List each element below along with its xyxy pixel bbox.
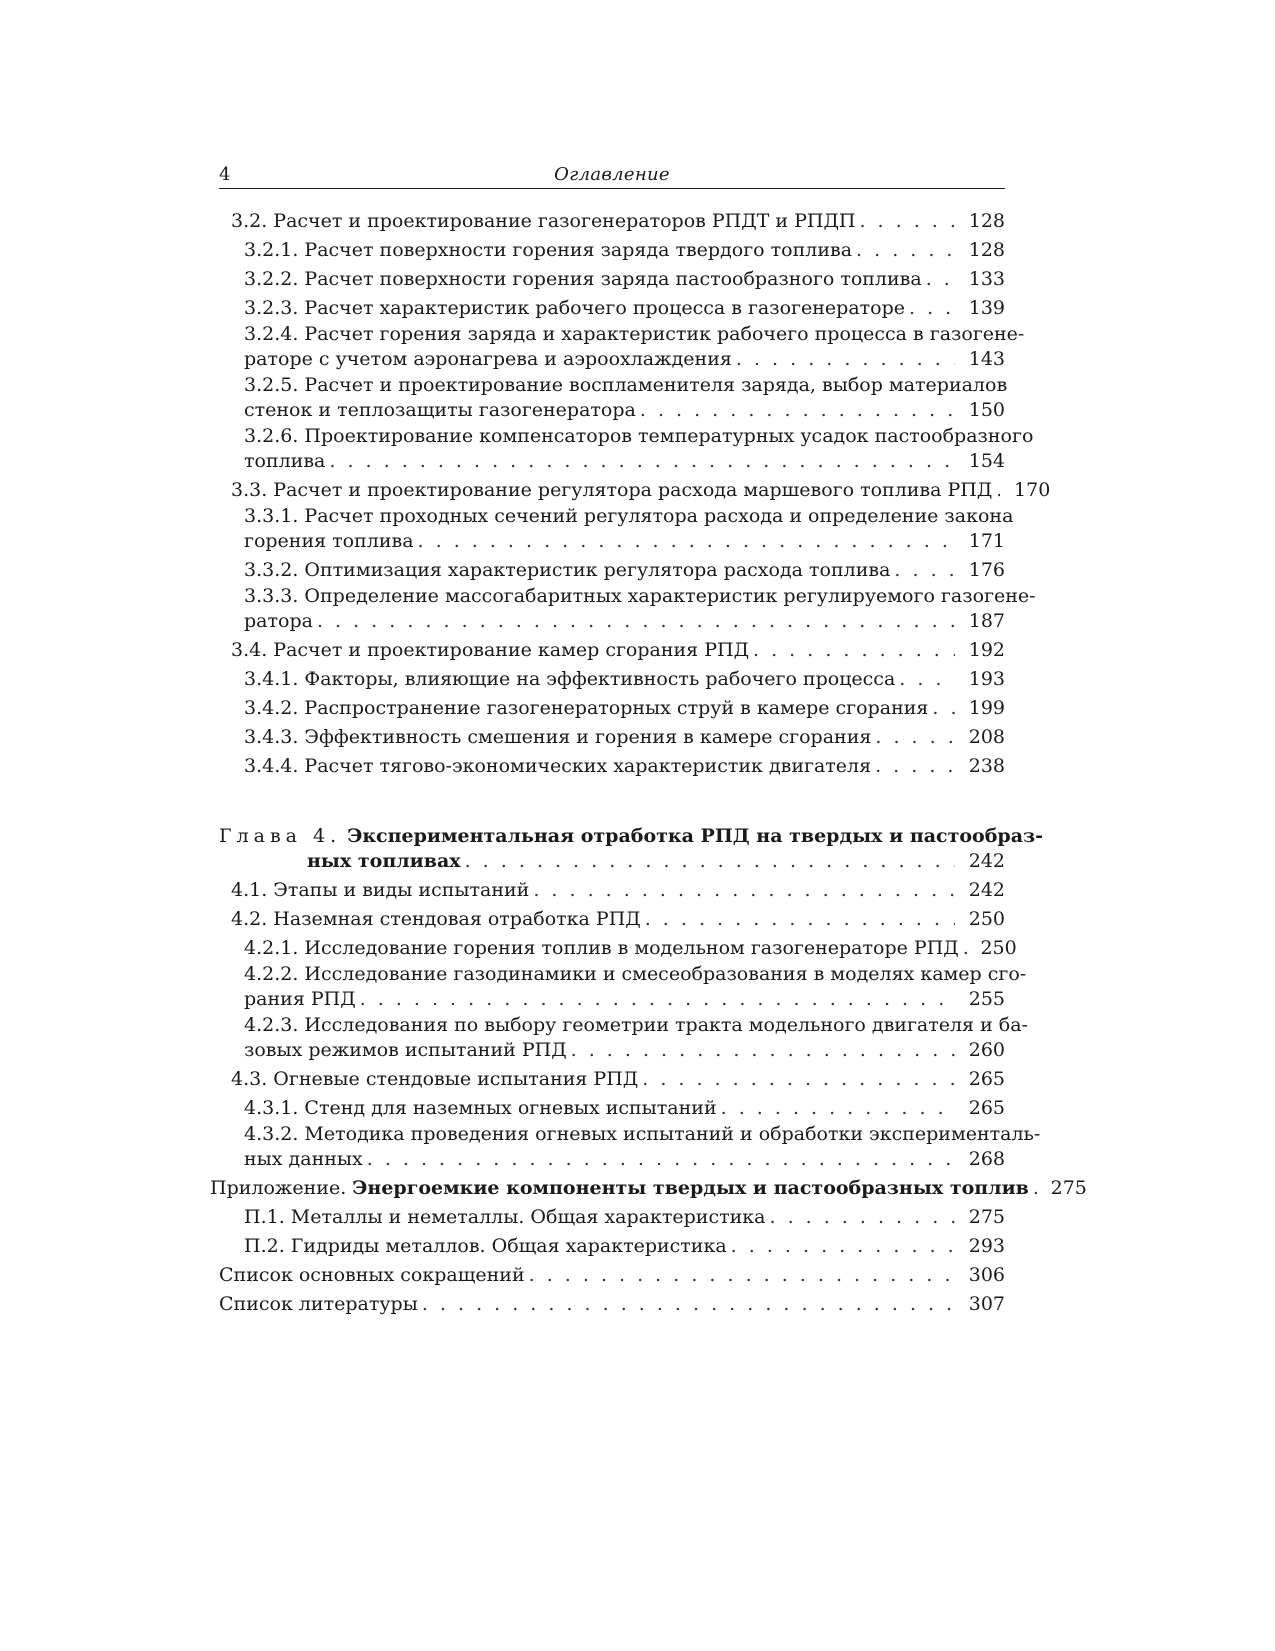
toc-entry-title: Список основных сокращений — [219, 1264, 525, 1286]
toc-entry-title: 3.3.2. Оптимизация характеристик регулятора расхода топлива — [244, 559, 891, 581]
toc-entry-title: 3.4. Расчет и проектирование камер сгорания РПД — [231, 639, 750, 661]
toc-entry[interactable] — [219, 723, 1005, 752]
toc-entry-title-cont: ратора — [244, 610, 313, 632]
toc-page-number: 260 — [968, 1039, 1005, 1061]
toc-page-number: 293 — [968, 1235, 1005, 1257]
toc-entry-title-cont: зовых режимов испытаний РПД — [244, 1039, 567, 1061]
toc-entry-title-cont: рания РПД — [244, 988, 356, 1010]
toc-page-number: 170 — [1014, 479, 1051, 501]
running-title: Оглавление — [554, 164, 670, 185]
toc-entry-title-cont: горения топлива — [244, 530, 414, 552]
toc-entry-title: 4.2. Наземная стендовая отработка РПД — [231, 908, 641, 930]
toc-entry[interactable] — [219, 1203, 1005, 1232]
toc-entry-title: 4.3.2. Методика проведения огневых испытаний и обработки эксперименталь- — [244, 1123, 1041, 1145]
toc-entry-title: 3.2.6. Проектирование компенсаторов температурных усадок пастообразного — [244, 425, 1034, 447]
toc-entry[interactable] — [219, 556, 1005, 585]
toc-entry-title: 3.4.1. Факторы, влияющие на эффективность рабочего процесса — [244, 668, 896, 690]
toc-page-number: 128 — [968, 239, 1005, 261]
chapter-title-cont: ных топливах — [307, 850, 461, 872]
toc-entry-title: 3.4.4. Расчет тягово-экономических характеристик двигателя — [244, 755, 872, 777]
toc-entry-title: 3.4.3. Эффективность смешения и горения в камере сгорания — [244, 726, 872, 748]
toc-page-number: 265 — [968, 1068, 1005, 1090]
toc-entry-title: П.2. Гидриды металлов. Общая характеристика — [244, 1235, 727, 1257]
toc-entry-title: 4.3. Огневые стендовые испытания РПД — [231, 1068, 639, 1090]
toc-entry[interactable] — [219, 265, 1005, 294]
toc-page-number: 265 — [968, 1097, 1005, 1119]
toc-entry[interactable] — [219, 1065, 1005, 1094]
toc-entry[interactable] — [219, 476, 1051, 505]
toc-entry[interactable] — [219, 505, 1014, 556]
toc-entry-title: 3.2.2. Расчет поверхности горения заряда пастообразного топлива — [244, 268, 922, 290]
toc-entry-title: 4.2.1. Исследование горения топлив в модельном газогенераторе РПД — [244, 937, 959, 959]
toc-page-number: 242 — [968, 850, 1005, 872]
toc-page-number: 199 — [968, 697, 1005, 719]
toc-page-number: 139 — [968, 297, 1005, 319]
toc-entry-title: 3.2.1. Расчет поверхности горения заряда твердого топлива — [244, 239, 853, 261]
toc-page-number: 193 — [968, 668, 1005, 690]
toc-page-number: 238 — [968, 755, 1005, 777]
toc-page-number: 154 — [968, 450, 1005, 472]
toc-entry-title: 4.2.3. Исследования по выбору геометрии тракта модельного двигателя и ба- — [244, 1014, 1028, 1036]
toc-entry-title-cont: стенок и теплозащиты газогенератора — [244, 399, 636, 421]
toc-page-number: 250 — [968, 908, 1005, 930]
toc-page-number: 150 — [968, 399, 1005, 421]
toc-entry-title: 4.2.2. Исследование газодинамики и смесеобразования в моделях камер сго- — [244, 963, 1027, 985]
table-of-contents — [210, 207, 1087, 1319]
toc-entry[interactable] — [219, 323, 1025, 374]
toc-entry[interactable] — [219, 636, 1005, 665]
chapter-title: Экспериментальная отработка РПД на твердых и пастообраз- — [347, 825, 1044, 847]
chapter-label: Глава 4. — [219, 825, 342, 847]
toc-entry[interactable] — [219, 236, 1005, 265]
toc-page-number: 268 — [968, 1148, 1005, 1170]
toc-entry[interactable] — [219, 1123, 1041, 1174]
toc-entry[interactable] — [219, 585, 1036, 636]
toc-page-number: 208 — [968, 726, 1005, 748]
toc-entry[interactable] — [219, 934, 1017, 963]
toc-entry[interactable] — [219, 1094, 1005, 1123]
toc-entry-title: 3.4.2. Распространение газогенераторных струй в камере сгорания — [244, 697, 929, 719]
toc-page-number: 176 — [968, 559, 1005, 581]
toc-page-number: 133 — [968, 268, 1005, 290]
toc-entry-title: Список литературы — [219, 1293, 418, 1315]
toc-page-number: 306 — [968, 1264, 1005, 1286]
chapter-gap — [219, 781, 1005, 825]
toc-page-number: 275 — [1050, 1177, 1087, 1199]
toc-page-number: 275 — [968, 1206, 1005, 1228]
toc-entry-title: 3.2.3. Расчет характеристик рабочего процесса в газогенераторе — [244, 297, 906, 319]
page-number: 4 — [219, 164, 231, 185]
appendix-label: Приложение. — [210, 1177, 347, 1199]
appendix-title: Энергоемкие компоненты твердых и пастообразных топлив — [352, 1177, 1029, 1199]
toc-page-number: 242 — [968, 879, 1005, 901]
toc-entry[interactable] — [219, 694, 1005, 723]
toc-entry-title-cont: ных данных — [244, 1148, 363, 1170]
toc-entry-title: 3.2.5. Расчет и проектирование воспламенителя заряда, выбор материалов — [244, 374, 1008, 396]
toc-entry-title: 3.3.3. Определение массогабаритных характеристик регулируемого газогене- — [244, 585, 1036, 607]
toc-entry[interactable] — [219, 876, 1005, 905]
toc-entry[interactable] — [219, 1261, 1005, 1290]
toc-entry[interactable] — [219, 1232, 1005, 1261]
toc-entry[interactable] — [219, 1290, 1005, 1319]
toc-entry[interactable] — [219, 963, 1027, 1014]
toc-page-number: 192 — [968, 639, 1005, 661]
toc-entry[interactable] — [219, 1014, 1028, 1065]
toc-page-number: 128 — [968, 210, 1005, 232]
toc-entry-title: 3.3. Расчет и проектирование регулятора расхода маршевого топлива РПД — [231, 479, 993, 501]
toc-page-number: 143 — [968, 348, 1005, 370]
toc-page-number: 307 — [968, 1293, 1005, 1315]
toc-entry-title-cont: топлива — [244, 450, 326, 472]
toc-chapter-entry[interactable] — [219, 825, 1044, 876]
toc-entry[interactable] — [219, 374, 1008, 425]
toc-entry[interactable] — [219, 207, 1005, 236]
toc-entry[interactable] — [219, 425, 1034, 476]
toc-entry[interactable] — [219, 294, 1005, 323]
toc-entry-title: 4.1. Этапы и виды испытаний — [231, 879, 530, 901]
toc-page-number: 255 — [968, 988, 1005, 1010]
toc-entry[interactable] — [219, 665, 1005, 694]
toc-entry-title-cont: раторе с учетом аэронагрева и аэроохлаждения — [244, 348, 732, 370]
toc-page-number: 171 — [968, 530, 1005, 552]
toc-entry[interactable] — [219, 905, 1005, 934]
toc-entry-title: 3.2. Расчет и проектирование газогенераторов РПДТ и РПДП — [231, 210, 856, 232]
toc-page-number: 250 — [980, 937, 1017, 959]
toc-appendix-entry[interactable] — [210, 1174, 1087, 1203]
toc-entry-title: 3.3.1. Расчет проходных сечений регулятора расхода и определение закона — [244, 505, 1014, 527]
toc-entry-title: 4.3.1. Стенд для наземных огневых испытаний — [244, 1097, 717, 1119]
toc-entry-title: 3.2.4. Расчет горения заряда и характеристик рабочего процесса в газогене- — [244, 323, 1025, 345]
toc-entry[interactable] — [219, 752, 1005, 781]
toc-entry-title: П.1. Металлы и неметаллы. Общая характеристика — [244, 1206, 766, 1228]
page-header — [219, 164, 1005, 189]
toc-page-number: 187 — [968, 610, 1005, 632]
